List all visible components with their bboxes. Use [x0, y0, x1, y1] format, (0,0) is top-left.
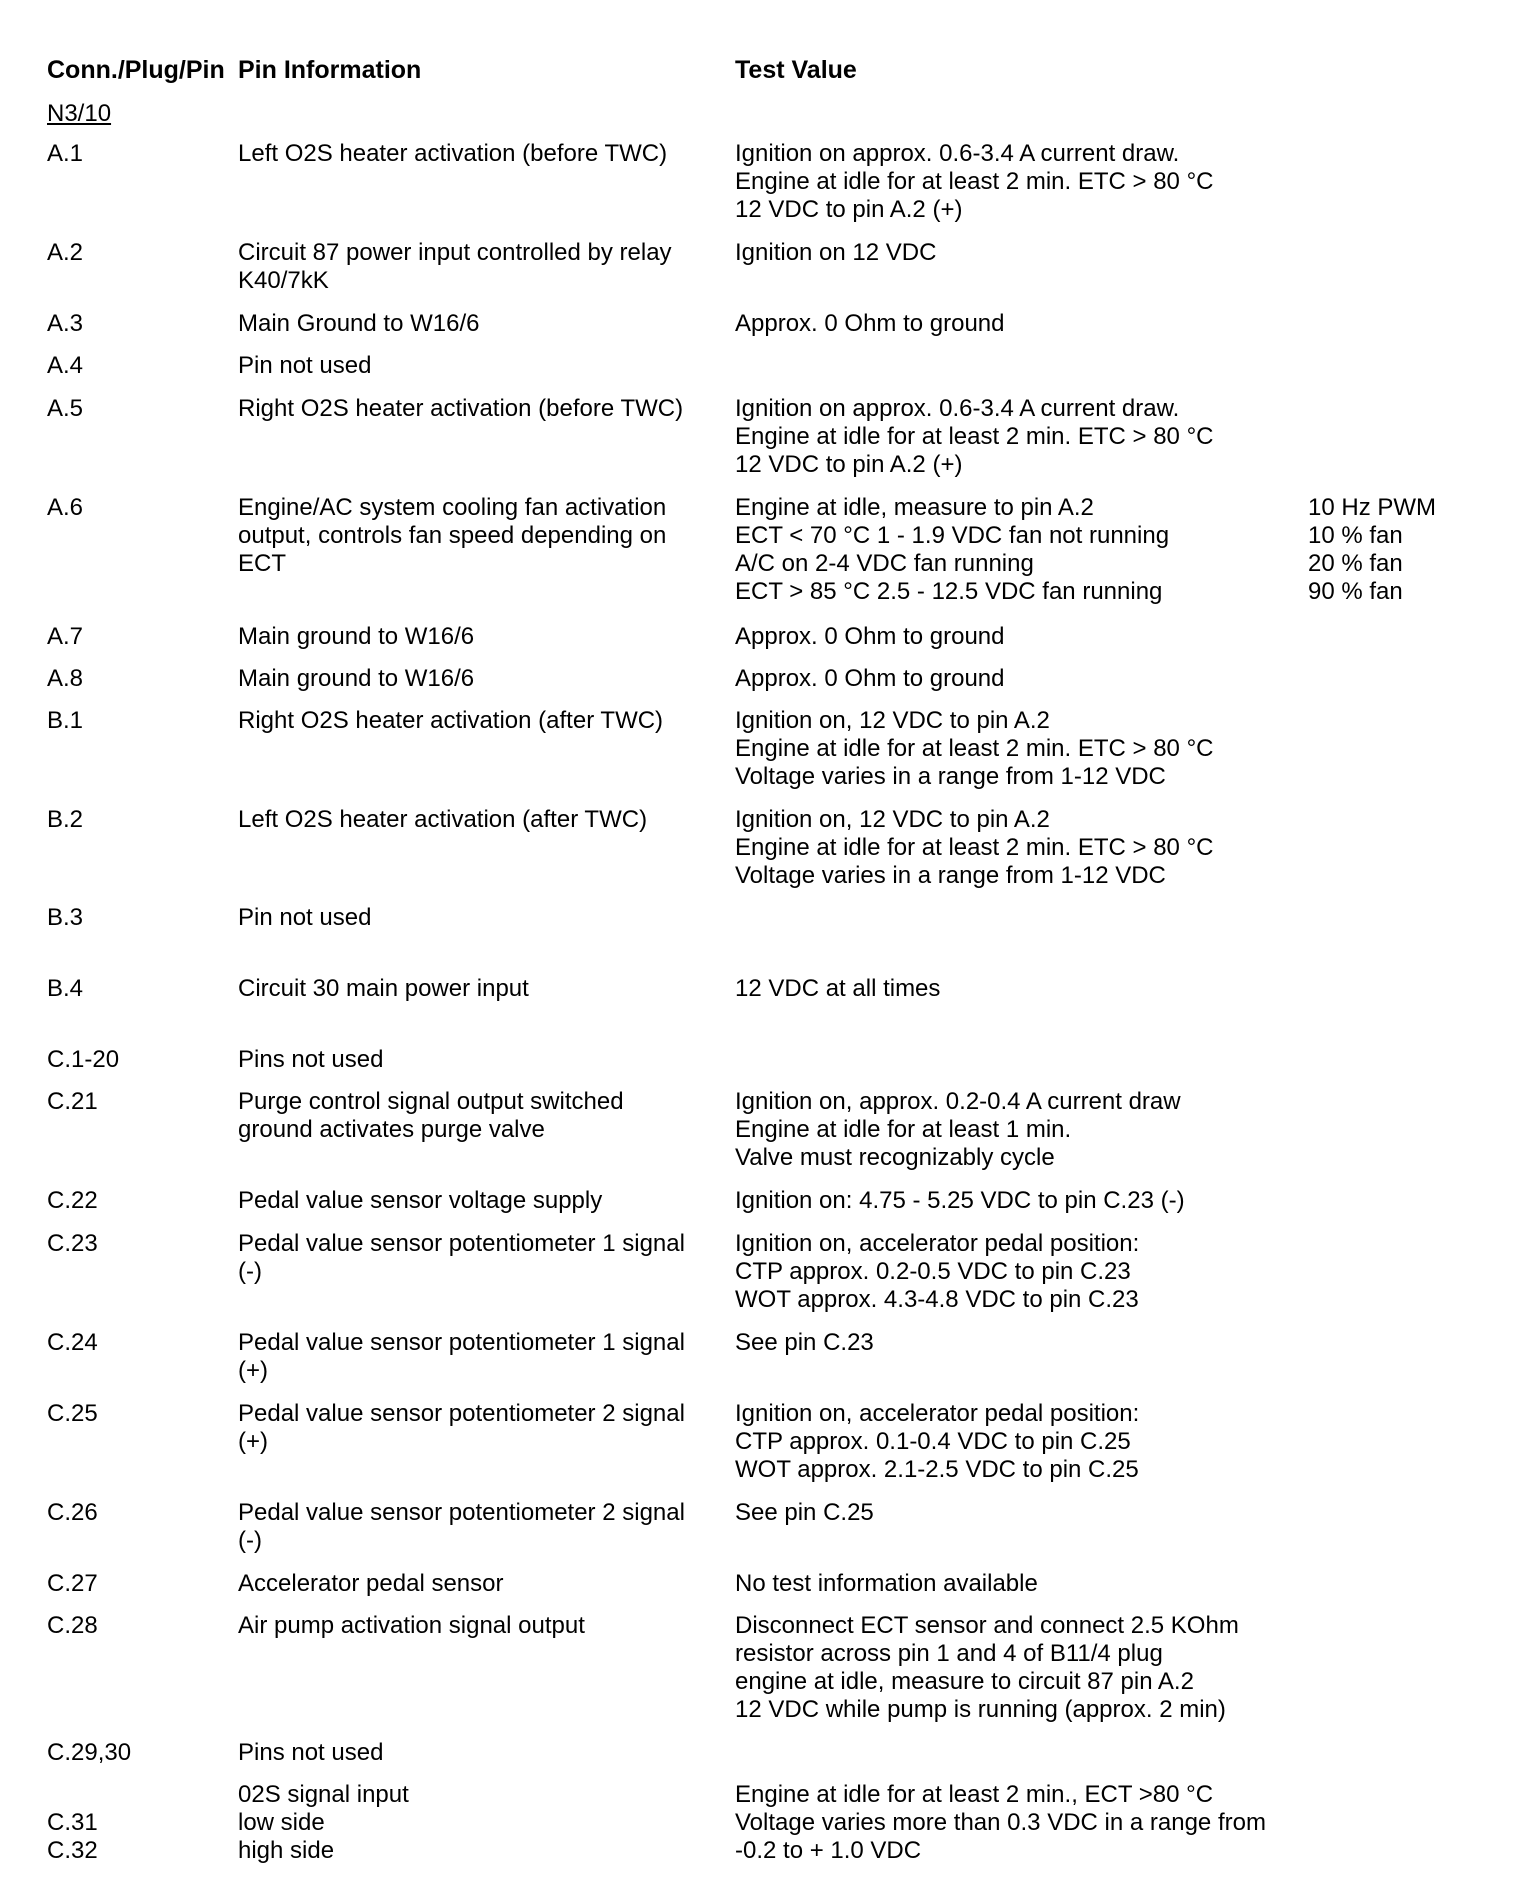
pin-info-cell-line: Right O2S heater activation (before TWC)	[238, 395, 684, 422]
test-value-cell	[735, 239, 936, 267]
pin-info-cell	[238, 707, 663, 735]
pin-info-cell-line: Left O2S heater activation (after TWC)	[238, 806, 648, 833]
test-value-cell	[735, 975, 940, 1003]
pin-cell	[47, 494, 83, 522]
pin-info-cell-line: Pins not used	[238, 1046, 384, 1073]
test-value-cell	[735, 707, 1214, 791]
pin-cell-line: C.28	[47, 1612, 98, 1639]
test-value-cell-line: resistor across pin 1 and 4 of B11/4 plug	[735, 1640, 1163, 1667]
pin-info-cell-line: Pedal value sensor potentiometer 1 signal	[238, 1230, 685, 1257]
pin-info-cell	[238, 239, 672, 295]
pin-info-cell	[238, 494, 666, 578]
pin-cell-line: B.1	[47, 707, 84, 734]
pin-info-cell	[238, 904, 371, 932]
pin-cell-line: B.3	[47, 904, 84, 931]
header-test-value: Test Value	[735, 56, 857, 84]
test-value-cell-line: Engine at idle for at least 2 min. ETC > 80 °C	[735, 168, 1214, 195]
test-value-cell-line: Approx. 0 Ohm to ground	[735, 623, 1005, 650]
pin-info-cell-line: Pedal value sensor potentiometer 2 signal	[238, 1499, 685, 1526]
pin-cell-line: A.6	[47, 494, 84, 521]
test-value-cell-line: ECT < 70 °C 1 - 1.9 VDC fan not running	[735, 522, 1170, 549]
pin-info-cell-line: low side	[238, 1809, 325, 1836]
pin-cell-line: C.32	[47, 1837, 98, 1864]
pin-cell	[47, 1570, 98, 1598]
pin-info-cell-line: Pedal value sensor voltage supply	[238, 1187, 603, 1214]
test-value-cell-line: Ignition on, accelerator pedal position:	[735, 1400, 1140, 1427]
pin-cell	[47, 239, 83, 267]
test-value-cell-line: 12 VDC to pin A.2 (+)	[735, 451, 963, 478]
header-pin: Conn./Plug/Pin	[47, 56, 225, 84]
pin-cell-line: C.25	[47, 1400, 98, 1427]
pin-cell-line: A.5	[47, 395, 84, 422]
test-value-cell	[735, 1329, 874, 1357]
test-value-cell	[735, 665, 1004, 693]
pin-info-cell-line: Pin not used	[238, 904, 372, 931]
pin-info-cell-line: Engine/AC system cooling fan activation	[238, 494, 667, 521]
pin-cell-line: C.31	[47, 1809, 98, 1836]
pwm-note-cell-line: 20 % fan	[1308, 550, 1403, 577]
test-value-cell-line: -0.2 to + 1.0 VDC	[735, 1837, 922, 1864]
pin-cell-line: A.7	[47, 623, 84, 650]
test-value-cell-line: Engine at idle for at least 2 min., ECT >80 °C	[735, 1781, 1214, 1808]
pin-info-cell-line: Air pump activation signal output	[238, 1612, 585, 1639]
pwm-note-cell-line: 90 % fan	[1308, 578, 1403, 605]
pin-info-cell-line: high side	[238, 1837, 335, 1864]
test-value-cell	[735, 140, 1214, 224]
pin-info-cell	[238, 1499, 685, 1555]
pin-info-cell-line: (-)	[238, 1527, 262, 1554]
pin-cell	[47, 1400, 98, 1428]
test-value-cell-line: Engine at idle for at least 2 min. ETC > 80 °C	[735, 423, 1214, 450]
test-value-cell	[735, 395, 1214, 479]
pin-cell	[47, 310, 83, 338]
pin-cell-line: C.26	[47, 1499, 98, 1526]
test-value-cell-line: Ignition on approx. 0.6-3.4 A current draw.	[735, 395, 1180, 422]
header-pin-information: Pin Information	[238, 56, 422, 84]
pin-cell-line: A.4	[47, 352, 84, 379]
pin-cell-line: C.1-20	[47, 1046, 120, 1073]
pin-info-cell-line: Accelerator pedal sensor	[238, 1570, 504, 1597]
pin-info-cell	[238, 1739, 383, 1767]
pin-info-cell-line: output, controls fan speed depending on	[238, 522, 667, 549]
pin-cell	[47, 665, 83, 693]
pin-info-cell-line: Pins not used	[238, 1739, 384, 1766]
pin-cell	[47, 1739, 131, 1767]
test-value-cell-line: Engine at idle for at least 2 min. ETC > 80 °C	[735, 735, 1214, 762]
test-value-cell-line: See pin C.25	[735, 1499, 874, 1526]
pin-info-cell-line: K40/7kK	[238, 267, 329, 294]
test-value-cell	[735, 494, 1169, 606]
pin-info-cell	[238, 140, 667, 168]
pin-cell	[47, 623, 83, 651]
test-value-cell-line: WOT approx. 4.3-4.8 VDC to pin C.23	[735, 1286, 1139, 1313]
test-value-cell-line: CTP approx. 0.1-0.4 VDC to pin C.25	[735, 1428, 1131, 1455]
pin-info-cell-line: Main ground to W16/6	[238, 623, 475, 650]
test-value-cell-line: No test information available	[735, 1570, 1038, 1597]
test-value-cell	[735, 1400, 1139, 1484]
pin-info-cell-line: (+)	[238, 1357, 268, 1384]
pin-cell-line: A.8	[47, 665, 84, 692]
pin-cell	[47, 1781, 98, 1865]
test-value-cell-line: Voltage varies in a range from 1-12 VDC	[735, 862, 1166, 889]
pwm-note-cell	[1308, 494, 1436, 606]
pwm-note-cell-line: 10 Hz PWM	[1308, 494, 1437, 521]
pin-info-cell	[238, 1088, 624, 1144]
pin-cell-line: B.4	[47, 975, 84, 1002]
pin-info-cell	[238, 395, 683, 423]
pin-info-cell-line: Left O2S heater activation (before TWC)	[238, 140, 668, 167]
pin-info-cell	[238, 665, 474, 693]
test-value-cell-line: A/C on 2-4 VDC fan running	[735, 550, 1034, 577]
pin-cell	[47, 140, 83, 168]
pin-info-cell	[238, 975, 529, 1003]
pin-info-cell	[238, 1612, 585, 1640]
pin-info-cell-line: Circuit 30 main power input	[238, 975, 529, 1002]
pin-cell-line	[47, 1781, 98, 1809]
pin-cell	[47, 1499, 98, 1527]
pin-info-cell-line: Pedal value sensor potentiometer 2 signal	[238, 1400, 685, 1427]
pin-info-cell	[238, 1781, 409, 1865]
test-value-cell-line: Ignition on 12 VDC	[735, 239, 937, 266]
test-value-cell-line: See pin C.23	[735, 1329, 874, 1356]
pin-cell	[47, 1329, 98, 1357]
test-value-cell-line: Engine at idle for at least 2 min. ETC > 80 °C	[735, 834, 1214, 861]
pin-info-cell-line: (-)	[238, 1258, 262, 1285]
pin-cell-line: A.2	[47, 239, 84, 266]
test-value-cell-line: Ignition on, 12 VDC to pin A.2	[735, 707, 1050, 734]
test-value-cell-line: Ignition on: 4.75 - 5.25 VDC to pin C.23 (-)	[735, 1187, 1185, 1214]
test-value-cell	[735, 310, 1004, 338]
pin-cell	[47, 806, 83, 834]
test-value-cell	[735, 1088, 1181, 1172]
pin-cell	[47, 1088, 98, 1116]
test-value-cell-line: Valve must recognizably cycle	[735, 1144, 1055, 1171]
test-value-cell-line: 12 VDC while pump is running (approx. 2 min)	[735, 1696, 1226, 1723]
test-value-cell-line: Ignition on, approx. 0.2-0.4 A current draw	[735, 1088, 1181, 1115]
pin-info-cell	[238, 1400, 685, 1456]
pin-cell-line: C.23	[47, 1230, 98, 1257]
pin-cell	[47, 904, 83, 932]
test-value-cell-line: Voltage varies more than 0.3 VDC in a range from	[735, 1809, 1266, 1836]
test-value-cell	[735, 1187, 1185, 1215]
pin-info-cell	[238, 310, 479, 338]
test-value-cell-line: Approx. 0 Ohm to ground	[735, 310, 1005, 337]
test-value-cell-line: Ignition on, 12 VDC to pin A.2	[735, 806, 1050, 833]
pin-cell	[47, 1187, 98, 1215]
test-value-cell-line: Approx. 0 Ohm to ground	[735, 665, 1005, 692]
pin-info-cell	[238, 1570, 503, 1598]
test-value-cell	[735, 1230, 1139, 1314]
pin-info-cell	[238, 1187, 602, 1215]
pin-cell	[47, 1230, 98, 1258]
pin-cell-line: A.1	[47, 140, 84, 167]
pin-info-cell	[238, 1230, 685, 1286]
pin-info-cell-line: 02S signal input	[238, 1781, 409, 1808]
pin-info-cell-line: ground activates purge valve	[238, 1116, 545, 1143]
test-value-cell-line: Voltage varies in a range from 1-12 VDC	[735, 763, 1166, 790]
pin-info-cell	[238, 623, 474, 651]
test-value-cell	[735, 806, 1214, 890]
test-value-cell-line: engine at idle, measure to circuit 87 pin A.2	[735, 1668, 1194, 1695]
test-value-cell-line: CTP approx. 0.2-0.5 VDC to pin C.23	[735, 1258, 1131, 1285]
pin-info-cell	[238, 1329, 685, 1385]
pin-cell	[47, 352, 83, 380]
pin-cell-line: B.2	[47, 806, 84, 833]
pin-cell	[47, 707, 83, 735]
pin-cell	[47, 1046, 119, 1074]
pin-cell-line: C.24	[47, 1329, 98, 1356]
pin-info-cell-line: Purge control signal output switched	[238, 1088, 624, 1115]
pin-cell-line: C.22	[47, 1187, 98, 1214]
pin-info-cell-line: Main ground to W16/6	[238, 665, 475, 692]
test-value-cell	[735, 1570, 1038, 1598]
pin-cell	[47, 975, 83, 1003]
test-value-cell-line: ECT > 85 °C 2.5 - 12.5 VDC fan running	[735, 578, 1163, 605]
pin-info-cell-line: Pin not used	[238, 352, 372, 379]
pin-info-cell	[238, 1046, 383, 1074]
pin-info-cell	[238, 352, 371, 380]
test-value-cell-line: Ignition on, accelerator pedal position:	[735, 1230, 1140, 1257]
test-value-cell	[735, 623, 1004, 651]
pin-cell-line: C.27	[47, 1570, 98, 1597]
pin-cell	[47, 395, 83, 423]
pwm-note-cell-line: 10 % fan	[1308, 522, 1403, 549]
pin-cell-line: C.29,30	[47, 1739, 132, 1766]
test-value-cell-line: Engine at idle for at least 1 min.	[735, 1116, 1072, 1143]
test-value-cell-line: 12 VDC at all times	[735, 975, 941, 1002]
pin-cell-line: C.21	[47, 1088, 98, 1115]
test-value-cell	[735, 1781, 1266, 1865]
pin-info-cell-line: Right O2S heater activation (after TWC)	[238, 707, 664, 734]
pin-cell	[47, 1612, 98, 1640]
pin-cell-line: A.3	[47, 310, 84, 337]
test-value-cell	[735, 1612, 1239, 1724]
test-value-cell-line: Engine at idle, measure to pin A.2	[735, 494, 1094, 521]
test-value-cell-line: 12 VDC to pin A.2 (+)	[735, 196, 963, 223]
pin-info-cell-line: Main Ground to W16/6	[238, 310, 480, 337]
pin-info-cell-line: Pedal value sensor potentiometer 1 signal	[238, 1329, 685, 1356]
pin-info-cell-line: (+)	[238, 1428, 268, 1455]
test-value-cell-line: Disconnect ECT sensor and connect 2.5 KOhm	[735, 1612, 1239, 1639]
test-value-cell-line: WOT approx. 2.1-2.5 VDC to pin C.25	[735, 1456, 1139, 1483]
pin-info-cell-line: ECT	[238, 550, 286, 577]
pin-info-cell-line: Circuit 87 power input controlled by relay	[238, 239, 672, 266]
test-value-cell	[735, 1499, 874, 1527]
connector-label: N3/10	[47, 100, 112, 127]
test-value-cell-line: Ignition on approx. 0.6-3.4 A current draw.	[735, 140, 1180, 167]
pin-info-cell	[238, 806, 647, 834]
